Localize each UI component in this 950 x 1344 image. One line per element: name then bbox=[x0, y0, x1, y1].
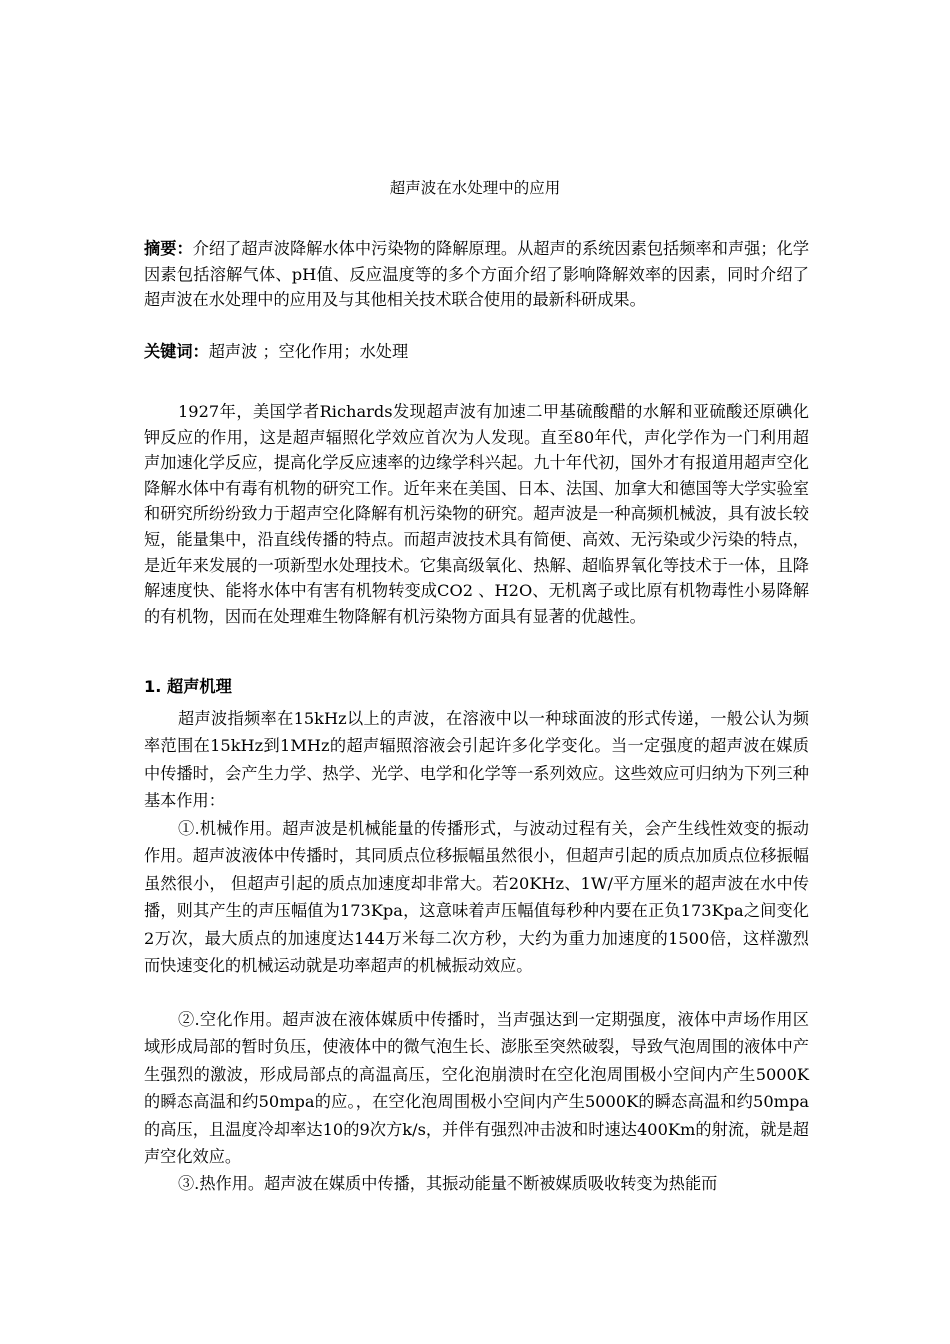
thermal-effect-paragraph: ③.热作用。超声波在媒质中传播，其振动能量不断被媒质吸收转变为热能而 bbox=[178, 1174, 718, 1193]
document-title: 超声波在水处理中的应用 bbox=[389, 179, 561, 197]
abstract-label: 摘要： bbox=[144, 239, 193, 258]
keywords bbox=[144, 339, 809, 365]
cavitation-effect-paragraph: ②.空化作用。超声波在液体媒质中传播时，当声强达到一定期强度，液体中声场作用区域形成局部的暂时负压，使液体中的微气泡生长、澎胀至突然破裂，导致气泡周围的液体中产生强烈的激波，形成局部点的高温高压，空化泡崩溃时在空化泡周围极小空间内产生5000K的瞬态高温和约50mpa的应。，在空化泡周围极小空间内产生5000K的瞬态高温和约50mpa的高压，且温度冷却率达10的9次方k/s，并伴有强烈冲击波和时速达400Km的射流，就是超声空化效应。 bbox=[144, 1010, 809, 1167]
intro-paragraph: 1927年，美国学者Richards发现超声波有加速二甲基硫酸醋的水解和亚硫酸还原碘化钾反应的作用，这是超声辐照化学效应首次为人发现。直至80年代，声化学作为一门利用超声加速化学反应，提高化学反应速率的边缘学科兴起。九十年代初，国外才有报道用超声空化降解水体中有毒有机物的研究工作。近年来在美国、日本、法国、加拿大和德国等大学实验室和研究所纷纷致力于超声空化降解有机污染物的研究。超声波是一种高频机械波，具有波长较短，能量集中，沿直线传播的特点。而超声波技术具有简便、高效、无污染或少污染的特点，是近年来发展的一项新型水处理技术。它集高级氧化、热解、超临界氧化等技术于一体，且降解速度快、能将水体中有害有机物转变成CO2 、H2O、无机离子或比原有机物毒性小易降解的有机物，因而在处理难生物降解有机污染物方面具有显著的优越性。 bbox=[144, 402, 809, 626]
keywords-label: 关键词： bbox=[144, 342, 209, 361]
section-heading: 1. 超声机理 bbox=[144, 677, 232, 696]
mechanism-paragraph: 超声波指频率在15kHz以上的声波，在溶液中以一种球面波的形式传递，一般公认为频率范围在15kHz到1MHz的超声辐照溶液会引起许多化学变化。当一定强度的超声波在媒质中传播时，会产生力学、热学、光学、电学和化学等一系列效应。这些效应可归纳为下列三种基本作用： bbox=[144, 709, 809, 811]
abstract-text: 介绍了超声波降解水体中污染物的降解原理。从超声的系统因素包括频率和声强；化学因素包括溶解气体、pH值、反应温度等的多个方面介绍了影响降解效率的因素，同时介绍了超声波在水处理中的应用及与其他相关技术联合使用的最新科研成果。 bbox=[144, 239, 810, 310]
keywords-text: 超声波 ；空化作用；水处理 bbox=[208, 342, 409, 361]
abstract bbox=[144, 236, 809, 313]
mechanical-effect-paragraph: ①.机械作用。超声波是机械能量的传播形式，与波动过程有关，会产生线性效变的振动作用。超声波液体中传播时，其同质点位移振幅虽然很小，但超声引起的质点加质点位移振幅虽然很小， 但超声引起的质点加速度却非常大。若20KHz、1W/平方厘米的超声波在水中传播，则其产生的声压幅值为173Kpa，这意味着声压幅值每秒种内要在正负173Kpa之间变化2万次，最大质点的加速度达144万米每二次方秒，大约为重力加速度的1500倍，这样激烈而快速变化的机械运动就是功率超声的机械振动效应。 bbox=[144, 819, 809, 976]
